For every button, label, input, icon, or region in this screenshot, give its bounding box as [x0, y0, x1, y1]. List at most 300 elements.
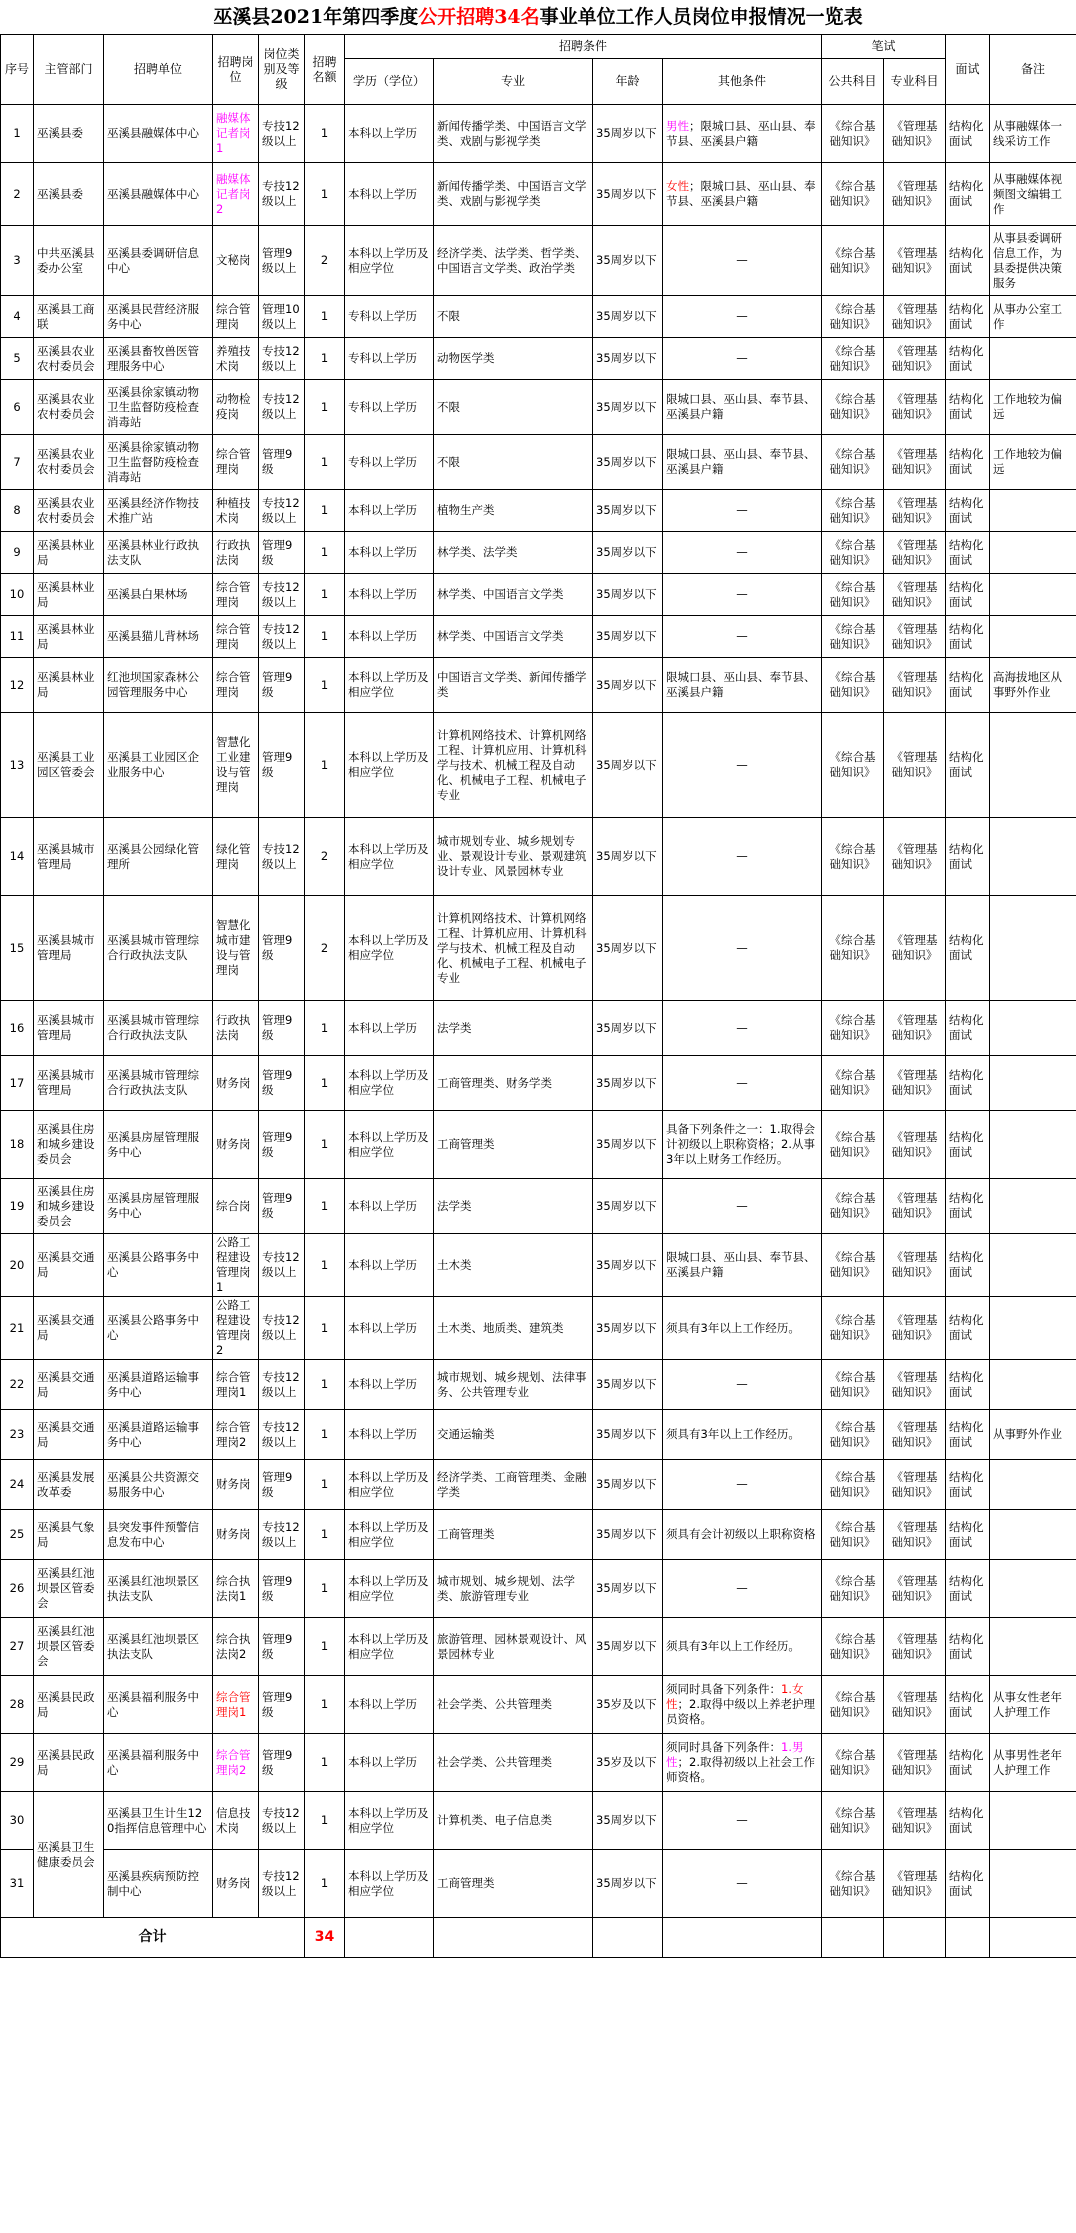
table-row	[1, 296, 1076, 338]
cell-exam-prof: 《管理基础知识》	[884, 1111, 946, 1179]
table-row	[1, 1460, 1076, 1510]
cell-dept: 巫溪县住房和城乡建设委员会	[34, 1111, 104, 1179]
cell-quota: 1	[305, 1676, 345, 1734]
header-conditions: 招聘条件	[345, 35, 822, 59]
cell-note	[990, 490, 1076, 532]
cell-post: 行政执法岗	[213, 532, 259, 574]
header-interview: 面试	[946, 35, 990, 105]
cell-unit: 巫溪县融媒体中心	[104, 163, 213, 226]
other-text: —	[736, 587, 748, 601]
cell-edu: 本科以上学历	[345, 532, 434, 574]
table-row	[1, 532, 1076, 574]
cell-seq: 1	[1, 105, 34, 163]
table-row	[1, 574, 1076, 616]
cell-exam-public: 《综合基础知识》	[822, 1510, 884, 1560]
cell-major: 社会学类、公共管理类	[434, 1734, 593, 1792]
cell-interview: 结构化面试	[946, 713, 990, 818]
cell-post: 综合管理岗1	[213, 1676, 259, 1734]
cell-other	[663, 1111, 822, 1179]
cell-post: 综合管理岗	[213, 435, 259, 490]
cell-post: 综合管理岗	[213, 296, 259, 338]
cell-post: 综合管理岗2	[213, 1410, 259, 1460]
cell-exam-prof: 《管理基础知识》	[884, 1360, 946, 1410]
cell-dept: 巫溪县发展改革委	[34, 1460, 104, 1510]
cell-edu: 本科以上学历	[345, 1410, 434, 1460]
cell-quota: 2	[305, 226, 345, 296]
cell-post: 综合执法岗1	[213, 1560, 259, 1618]
cell-interview: 结构化面试	[946, 1792, 990, 1850]
cell-note: 工作地较为偏远	[990, 435, 1076, 490]
cell-edu: 本科以上学历	[345, 616, 434, 658]
cell-note: 工作地较为偏远	[990, 380, 1076, 435]
cell-grade: 管理9级	[259, 1001, 305, 1056]
table-row	[1, 1234, 1076, 1297]
other-text: —	[736, 1876, 748, 1890]
table-row	[1, 1850, 1076, 1918]
other-text: 限城口县、巫山县、奉节县、巫溪县户籍	[666, 1250, 816, 1279]
cell-quota: 1	[305, 435, 345, 490]
cell-grade: 专技12级以上	[259, 616, 305, 658]
cell-dept: 中共巫溪县委办公室	[34, 226, 104, 296]
cell-interview: 结构化面试	[946, 1460, 990, 1510]
cell-dept: 巫溪县气象局	[34, 1510, 104, 1560]
other-text: ；2.取得初级以上社会工作师资格。	[666, 1755, 815, 1784]
cell-seq: 4	[1, 296, 34, 338]
cell-unit: 巫溪县疾病预防控制中心	[104, 1850, 213, 1918]
cell-dept: 巫溪县林业局	[34, 574, 104, 616]
title-highlight: 公开招聘34名	[418, 6, 540, 28]
cell-note	[990, 1179, 1076, 1234]
cell-note	[990, 338, 1076, 380]
table-row	[1, 163, 1076, 226]
other-prefix: 须同时具备下列条件：	[666, 1682, 781, 1696]
cell-note	[990, 1297, 1076, 1360]
cell-note: 从事县委调研信息工作，为县委提供决策服务	[990, 226, 1076, 296]
total-empty-cell	[990, 1918, 1076, 1958]
cell-major: 工商管理类	[434, 1111, 593, 1179]
table-row	[1, 616, 1076, 658]
cell-interview: 结构化面试	[946, 1510, 990, 1560]
cell-seq: 6	[1, 380, 34, 435]
cell-post: 财务岗	[213, 1460, 259, 1510]
cell-exam-public: 《综合基础知识》	[822, 1460, 884, 1510]
cell-quota: 1	[305, 574, 345, 616]
cell-interview: 结构化面试	[946, 1676, 990, 1734]
cell-other	[663, 1734, 822, 1792]
table-row	[1, 1510, 1076, 1560]
cell-grade: 管理10级以上	[259, 296, 305, 338]
cell-dept: 巫溪县交通局	[34, 1360, 104, 1410]
cell-unit: 巫溪县公路事务中心	[104, 1297, 213, 1360]
cell-grade: 专技12级以上	[259, 574, 305, 616]
cell-unit: 巫溪县融媒体中心	[104, 105, 213, 163]
cell-edu: 本科以上学历及相应学位	[345, 658, 434, 713]
cell-grade: 管理9级以上	[259, 226, 305, 296]
cell-unit: 巫溪县红池坝景区执法支队	[104, 1560, 213, 1618]
other-text: 须具有3年以上工作经历。	[666, 1320, 800, 1335]
cell-dept: 巫溪县林业局	[34, 616, 104, 658]
cell-post: 公路工程建设管理岗2	[213, 1297, 259, 1360]
cell-note: 从事男性老年人护理工作	[990, 1734, 1076, 1792]
cell-exam-public: 《综合基础知识》	[822, 1618, 884, 1676]
header-edu: 学历（学位）	[345, 59, 434, 105]
table-row	[1, 435, 1076, 490]
cell-edu: 本科以上学历	[345, 1360, 434, 1410]
cell-dept: 巫溪县农业农村委员会	[34, 490, 104, 532]
other-text: 具备下列条件之一：1.取得会计初级以上职称资格；2.从事3年以上财务工作经历。	[666, 1122, 815, 1166]
cell-seq: 3	[1, 226, 34, 296]
cell-other	[663, 296, 822, 338]
table-row	[1, 818, 1076, 896]
cell-edu: 本科以上学历及相应学位	[345, 1792, 434, 1850]
table-row	[1, 338, 1076, 380]
table-row	[1, 1056, 1076, 1111]
cell-grade: 专技12级以上	[259, 1850, 305, 1918]
cell-note	[990, 1510, 1076, 1560]
cell-quota: 1	[305, 1850, 345, 1918]
cell-major: 不限	[434, 380, 593, 435]
cell-age: 35周岁以下	[593, 1618, 663, 1676]
cell-interview: 结构化面试	[946, 338, 990, 380]
cell-edu: 本科以上学历及相应学位	[345, 1460, 434, 1510]
total-row	[1, 1918, 1076, 1958]
table-row	[1, 1734, 1076, 1792]
cell-exam-prof: 《管理基础知识》	[884, 1618, 946, 1676]
other-prefix: 须同时具备下列条件：	[666, 1740, 781, 1754]
cell-exam-prof: 《管理基础知识》	[884, 1560, 946, 1618]
cell-interview: 结构化面试	[946, 1111, 990, 1179]
cell-post: 财务岗	[213, 1850, 259, 1918]
cell-edu: 专科以上学历	[345, 296, 434, 338]
cell-other	[663, 818, 822, 896]
other-text: 限城口县、巫山县、奉节县、巫溪县户籍	[666, 670, 816, 699]
cell-seq: 31	[1, 1850, 34, 1918]
cell-edu: 本科以上学历及相应学位	[345, 1560, 434, 1618]
cell-seq: 25	[1, 1510, 34, 1560]
cell-other	[663, 896, 822, 1001]
cell-unit: 巫溪县卫生计生120指挥信息管理中心	[104, 1792, 213, 1850]
cell-note	[990, 1460, 1076, 1510]
cell-exam-public: 《综合基础知识》	[822, 1792, 884, 1850]
cell-other	[663, 163, 822, 226]
cell-unit: 巫溪县福利服务中心	[104, 1734, 213, 1792]
cell-quota: 1	[305, 105, 345, 163]
cell-seq: 13	[1, 713, 34, 818]
title-text: 巫溪县2021年第四季度	[213, 6, 419, 28]
cell-unit: 巫溪县民营经济服务中心	[104, 296, 213, 338]
other-text: —	[736, 351, 748, 365]
cell-note: 从事融媒体一线采访工作	[990, 105, 1076, 163]
cell-age: 35周岁以下	[593, 105, 663, 163]
cell-edu: 本科以上学历	[345, 1001, 434, 1056]
total-label: 合计	[1, 1918, 305, 1958]
cell-post: 行政执法岗	[213, 1001, 259, 1056]
title-text-end: 事业单位工作人员岗位申报情况一览表	[539, 6, 863, 28]
cell-grade: 管理9级	[259, 713, 305, 818]
table-row	[1, 226, 1076, 296]
cell-exam-prof: 《管理基础知识》	[884, 1460, 946, 1510]
cell-seq: 7	[1, 435, 34, 490]
cell-unit: 巫溪县畜牧兽医管理服务中心	[104, 338, 213, 380]
cell-major: 新闻传播学类、中国语言文学类、戏剧与影视学类	[434, 105, 593, 163]
cell-major: 新闻传播学类、中国语言文学类、戏剧与影视学类	[434, 163, 593, 226]
cell-quota: 1	[305, 338, 345, 380]
other-text: ；限城口县、巫山县、奉节县、巫溪县户籍	[666, 179, 816, 208]
cell-dept: 巫溪县城市管理局	[34, 818, 104, 896]
cell-interview: 结构化面试	[946, 1850, 990, 1918]
cell-exam-prof: 《管理基础知识》	[884, 1234, 946, 1297]
cell-seq: 30	[1, 1792, 34, 1850]
cell-grade: 管理9级	[259, 1460, 305, 1510]
header-unit: 招聘单位	[104, 35, 213, 105]
table-row	[1, 105, 1076, 163]
cell-interview: 结构化面试	[946, 1560, 990, 1618]
other-text: —	[736, 940, 748, 955]
cell-note: 从事融媒体视频图文编辑工作	[990, 163, 1076, 226]
cell-exam-prof: 《管理基础知识》	[884, 1179, 946, 1234]
cell-unit: 巫溪县道路运输事务中心	[104, 1360, 213, 1410]
cell-exam-public: 《综合基础知识》	[822, 1001, 884, 1056]
cell-note	[990, 574, 1076, 616]
other-text: 限城口县、巫山县、奉节县、巫溪县户籍	[666, 392, 816, 421]
cell-seq: 8	[1, 490, 34, 532]
cell-post: 融媒体记者岗2	[213, 163, 259, 226]
cell-age: 35周岁以下	[593, 296, 663, 338]
cell-dept: 巫溪县工业园区管委会	[34, 713, 104, 818]
cell-quota: 1	[305, 1056, 345, 1111]
cell-note	[990, 1560, 1076, 1618]
cell-quota: 1	[305, 658, 345, 713]
cell-exam-public: 《综合基础知识》	[822, 163, 884, 226]
cell-other	[663, 1410, 822, 1460]
other-highlight: 1.女性	[666, 1682, 804, 1711]
cell-grade: 管理9级	[259, 532, 305, 574]
cell-unit: 巫溪县公路事务中心	[104, 1234, 213, 1297]
cell-exam-prof: 《管理基础知识》	[884, 105, 946, 163]
cell-other	[663, 1056, 822, 1111]
cell-major: 工商管理类	[434, 1510, 593, 1560]
cell-post: 养殖技术岗	[213, 338, 259, 380]
cell-interview: 结构化面试	[946, 380, 990, 435]
cell-other	[663, 1234, 822, 1297]
cell-unit: 巫溪县委调研信息中心	[104, 226, 213, 296]
cell-age: 35岁及以下	[593, 1676, 663, 1734]
cell-other	[663, 532, 822, 574]
cell-exam-prof: 《管理基础知识》	[884, 380, 946, 435]
cell-age: 35周岁以下	[593, 163, 663, 226]
cell-seq: 28	[1, 1676, 34, 1734]
page-title	[0, 0, 1076, 34]
header-exam-public: 公共科目	[822, 59, 884, 105]
cell-unit: 巫溪县猫儿背林场	[104, 616, 213, 658]
cell-unit: 巫溪县工业园区企业服务中心	[104, 713, 213, 818]
cell-other	[663, 1618, 822, 1676]
cell-seq: 12	[1, 658, 34, 713]
cell-interview: 结构化面试	[946, 1234, 990, 1297]
cell-dept: 巫溪县民政局	[34, 1676, 104, 1734]
cell-note	[990, 1850, 1076, 1918]
cell-age: 35周岁以下	[593, 1056, 663, 1111]
other-text: 须具有会计初级以上职称资格	[666, 1527, 816, 1541]
cell-major: 社会学类、公共管理类	[434, 1676, 593, 1734]
cell-age: 35周岁以下	[593, 1560, 663, 1618]
cell-post: 综合执法岗2	[213, 1618, 259, 1676]
cell-other	[663, 574, 822, 616]
cell-quota: 1	[305, 1410, 345, 1460]
cell-grade: 管理9级	[259, 1618, 305, 1676]
cell-interview: 结构化面试	[946, 1734, 990, 1792]
cell-seq: 27	[1, 1618, 34, 1676]
cell-unit: 巫溪县徐家镇动物卫生监督防疫检查消毒站	[104, 435, 213, 490]
cell-seq: 20	[1, 1234, 34, 1297]
cell-seq: 23	[1, 1410, 34, 1460]
cell-grade: 管理9级	[259, 1179, 305, 1234]
header-note: 备注	[990, 35, 1076, 105]
cell-other	[663, 1850, 822, 1918]
cell-grade: 专技12级以上	[259, 338, 305, 380]
cell-other	[663, 380, 822, 435]
cell-other	[663, 1510, 822, 1560]
cell-post: 融媒体记者岗1	[213, 105, 259, 163]
cell-unit: 巫溪县经济作物技术推广站	[104, 490, 213, 532]
cell-edu: 本科以上学历及相应学位	[345, 1618, 434, 1676]
cell-exam-public: 《综合基础知识》	[822, 1297, 884, 1360]
cell-exam-prof: 《管理基础知识》	[884, 574, 946, 616]
cell-edu: 本科以上学历	[345, 1234, 434, 1297]
cell-unit: 巫溪县公园绿化管理所	[104, 818, 213, 896]
cell-exam-prof: 《管理基础知识》	[884, 1297, 946, 1360]
cell-dept: 巫溪县交通局	[34, 1234, 104, 1297]
cell-other	[663, 658, 822, 713]
cell-exam-public: 《综合基础知识》	[822, 226, 884, 296]
cell-exam-public: 《综合基础知识》	[822, 1850, 884, 1918]
cell-age: 35周岁以下	[593, 713, 663, 818]
cell-major: 城市规划专业、城乡规划专业、景观设计专业、景观建筑设计专业、风景园林专业	[434, 818, 593, 896]
cell-age: 35岁及以下	[593, 1734, 663, 1792]
cell-dept: 巫溪县交通局	[34, 1410, 104, 1460]
cell-seq: 24	[1, 1460, 34, 1510]
cell-note	[990, 1111, 1076, 1179]
cell-other	[663, 1460, 822, 1510]
cell-major: 城市规划、城乡规划、法学类、旅游管理专业	[434, 1560, 593, 1618]
cell-grade: 管理9级	[259, 1111, 305, 1179]
cell-other	[663, 1001, 822, 1056]
cell-major: 不限	[434, 296, 593, 338]
cell-interview: 结构化面试	[946, 1410, 990, 1460]
total-empty-cell	[345, 1918, 434, 1958]
cell-post: 综合管理岗	[213, 616, 259, 658]
other-text: —	[736, 309, 748, 323]
table-row	[1, 1179, 1076, 1234]
cell-grade: 专技12级以上	[259, 818, 305, 896]
cell-exam-public: 《综合基础知识》	[822, 338, 884, 380]
cell-unit: 巫溪县房屋管理服务中心	[104, 1179, 213, 1234]
cell-quota: 1	[305, 1111, 345, 1179]
cell-exam-public: 《综合基础知识》	[822, 105, 884, 163]
cell-age: 35周岁以下	[593, 1179, 663, 1234]
table-row	[1, 1001, 1076, 1056]
cell-interview: 结构化面试	[946, 296, 990, 338]
cell-edu: 本科以上学历	[345, 1676, 434, 1734]
cell-exam-public: 《综合基础知识》	[822, 574, 884, 616]
cell-major: 林学类、中国语言文学类	[434, 574, 593, 616]
cell-quota: 1	[305, 1179, 345, 1234]
cell-age: 35周岁以下	[593, 574, 663, 616]
cell-exam-public: 《综合基础知识》	[822, 1560, 884, 1618]
cell-major: 中国语言文学类、新闻传播学类	[434, 658, 593, 713]
table-row	[1, 896, 1076, 1001]
cell-exam-public: 《综合基础知识》	[822, 1676, 884, 1734]
table-row	[1, 380, 1076, 435]
cell-age: 35周岁以下	[593, 818, 663, 896]
cell-post: 综合管理岗	[213, 658, 259, 713]
cell-post: 智慧化工业建设与管理岗	[213, 713, 259, 818]
cell-exam-public: 《综合基础知识》	[822, 1056, 884, 1111]
cell-seq: 21	[1, 1297, 34, 1360]
cell-interview: 结构化面试	[946, 435, 990, 490]
recruitment-table	[0, 34, 1076, 1958]
cell-quota: 1	[305, 532, 345, 574]
cell-seq: 14	[1, 818, 34, 896]
cell-major: 不限	[434, 435, 593, 490]
cell-exam-public: 《综合基础知识》	[822, 896, 884, 1001]
header-seq: 序号	[1, 35, 34, 105]
cell-unit: 巫溪县城市管理综合行政执法支队	[104, 896, 213, 1001]
cell-seq: 2	[1, 163, 34, 226]
cell-edu: 本科以上学历及相应学位	[345, 713, 434, 818]
cell-interview: 结构化面试	[946, 1360, 990, 1410]
cell-quota: 1	[305, 163, 345, 226]
cell-unit: 红池坝国家森林公园管理服务中心	[104, 658, 213, 713]
cell-major: 植物生产类	[434, 490, 593, 532]
cell-exam-prof: 《管理基础知识》	[884, 490, 946, 532]
cell-seq: 18	[1, 1111, 34, 1179]
cell-age: 35周岁以下	[593, 1111, 663, 1179]
cell-other	[663, 1792, 822, 1850]
cell-post: 财务岗	[213, 1111, 259, 1179]
cell-exam-prof: 《管理基础知识》	[884, 1410, 946, 1460]
cell-edu: 专科以上学历	[345, 338, 434, 380]
cell-exam-prof: 《管理基础知识》	[884, 818, 946, 896]
cell-major: 土木类	[434, 1234, 593, 1297]
cell-edu: 本科以上学历	[345, 105, 434, 163]
cell-edu: 本科以上学历	[345, 1297, 434, 1360]
cell-edu: 本科以上学历及相应学位	[345, 1111, 434, 1179]
cell-interview: 结构化面试	[946, 818, 990, 896]
cell-exam-prof: 《管理基础知识》	[884, 1676, 946, 1734]
cell-exam-prof: 《管理基础知识》	[884, 532, 946, 574]
cell-note	[990, 1001, 1076, 1056]
cell-seq: 22	[1, 1360, 34, 1410]
table-row	[1, 1560, 1076, 1618]
cell-unit: 巫溪县房屋管理服务中心	[104, 1111, 213, 1179]
other-text: —	[736, 545, 748, 559]
cell-other	[663, 1676, 822, 1734]
other-text: —	[736, 629, 748, 643]
cell-post: 综合管理岗	[213, 574, 259, 616]
other-text: 须具有3年以上工作经历。	[666, 1639, 800, 1653]
cell-post: 综合岗	[213, 1179, 259, 1234]
other-text: —	[736, 1020, 748, 1035]
cell-grade: 专技12级以上	[259, 1792, 305, 1850]
cell-grade: 专技12级以上	[259, 163, 305, 226]
cell-grade: 专技12级以上	[259, 1410, 305, 1460]
cell-exam-prof: 《管理基础知识》	[884, 658, 946, 713]
cell-note	[990, 818, 1076, 896]
other-text: —	[736, 1377, 748, 1391]
cell-interview: 结构化面试	[946, 1056, 990, 1111]
cell-major: 交通运输类	[434, 1410, 593, 1460]
